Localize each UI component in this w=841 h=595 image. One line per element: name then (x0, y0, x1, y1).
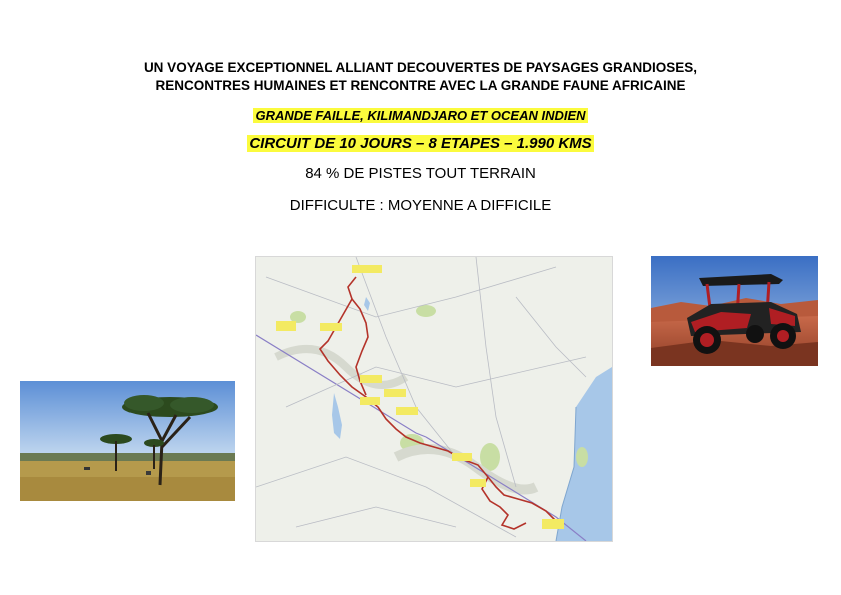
difficulty-text: DIFFICULTE : MOYENNE A DIFFICILE (289, 197, 552, 214)
circuit-highlight (0, 135, 841, 153)
route-map (255, 256, 613, 542)
tracks-text: 84 % DE PISTES TOUT TERRAIN (305, 165, 536, 182)
region-text: GRANDE FAILLE, KILIMANDJARO ET OCEAN INDIEN (255, 108, 586, 123)
region-highlight (0, 107, 841, 125)
intro-line-2: RENCONTRES HUMAINES ET RENCONTRE AVEC LA GRANDE FAUNE AFRICAINE (155, 78, 686, 93)
savanna-photo (20, 381, 235, 501)
circuit-text: CIRCUIT DE 10 JOURS – 8 ETAPES – 1.990 KMS (249, 135, 592, 152)
buggy-photo (651, 256, 818, 366)
intro-line-1: UN VOYAGE EXCEPTIONNEL ALLIANT DECOUVERTES DE PAYSAGES GRANDIOSES, (143, 60, 698, 75)
